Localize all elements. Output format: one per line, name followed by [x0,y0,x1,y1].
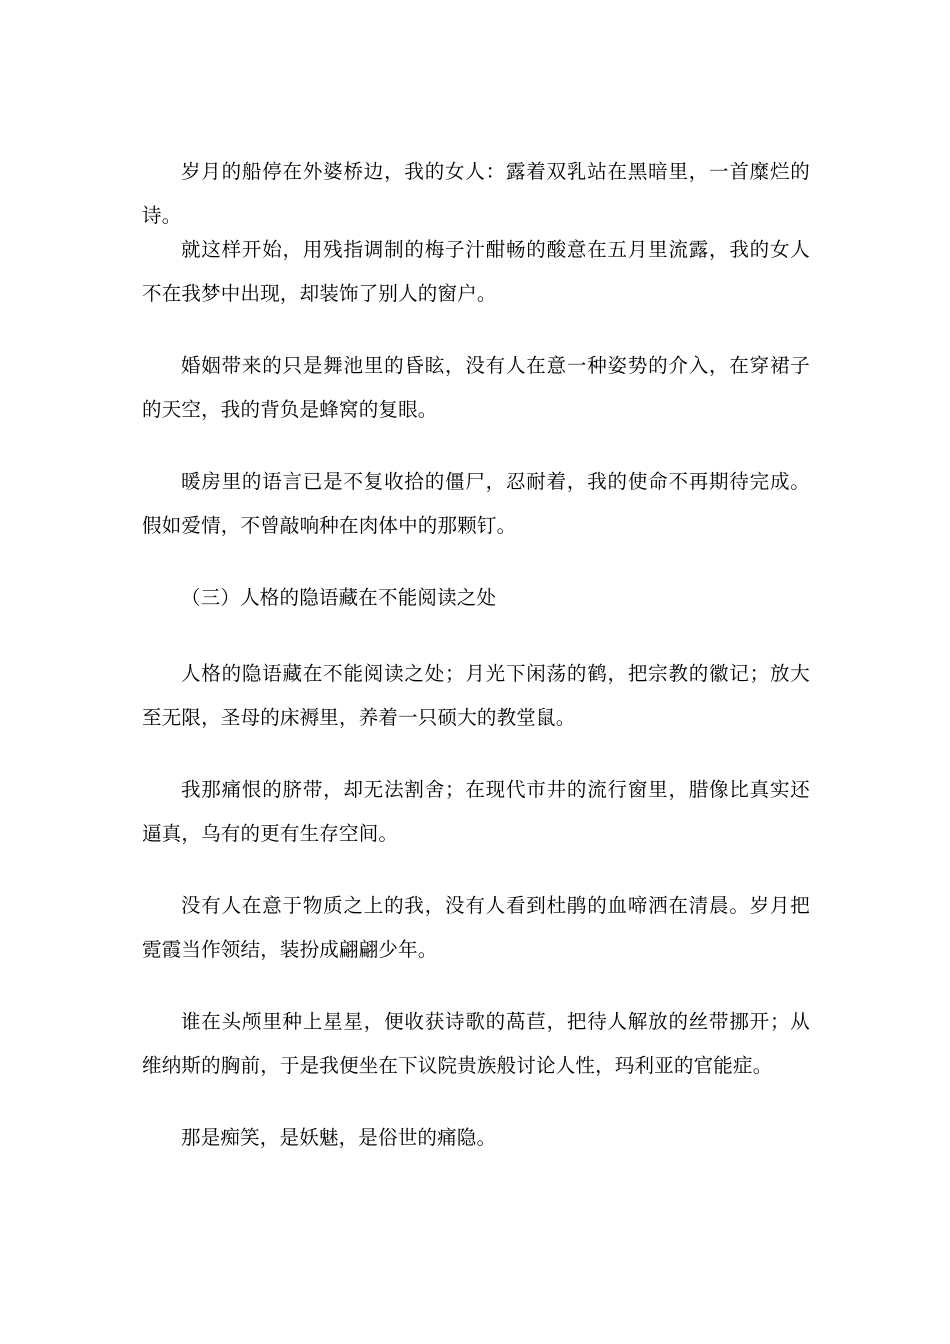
paragraph-7: 没有人在意于物质之上的我，没有人看到杜鹃的血啼洒在清晨。岁月把霓霞当作领结，装扮成翩翩少年。 [142,894,810,961]
section-heading: （三）人格的隐语藏在不能阅读之处 [181,586,497,609]
paragraph-2: 就这样开始，用残指调制的梅子汁酣畅的酸意在五月里流露，我的女人不在我梦中出现，却装饰了别人的窗户。 [142,238,810,305]
paragraph-5: 人格的隐语藏在不能阅读之处；月光下闲荡的鹤，把宗教的徽记；放大至无限，圣母的床褥里，养着一只硕大的教堂鼠。 [142,662,810,729]
paragraph-1: 岁月的船停在外婆桥边，我的女人：露着双乳站在黑暗里，一首糜烂的诗。 [142,160,810,227]
paragraph-6: 我那痛恨的脐带，却无法割舍；在现代市井的流行窗里，腊像比真实还逼真，乌有的更有生存空间。 [142,778,810,845]
paragraph-3: 婚姻带来的只是舞池里的昏眩，没有人在意一种姿势的介入，在穿裙子的天空，我的背负是蜂窝的复眼。 [142,354,810,421]
paragraph-8: 谁在头颅里种上星星，便收获诗歌的萵苣，把待人解放的丝带挪开；从维纳斯的胸前，于是我便坐在下议院贵族般讨论人性，玛利亚的官能症。 [142,1010,810,1077]
paragraph-9: 那是痴笑，是妖魅，是俗世的痛隐。 [181,1126,497,1149]
paragraph-4: 暖房里的语言已是不复收拾的僵尸，忍耐着，我的使命不再期待完成。假如爱情，不曾敲响种在肉体中的那颗钉。 [142,470,810,537]
